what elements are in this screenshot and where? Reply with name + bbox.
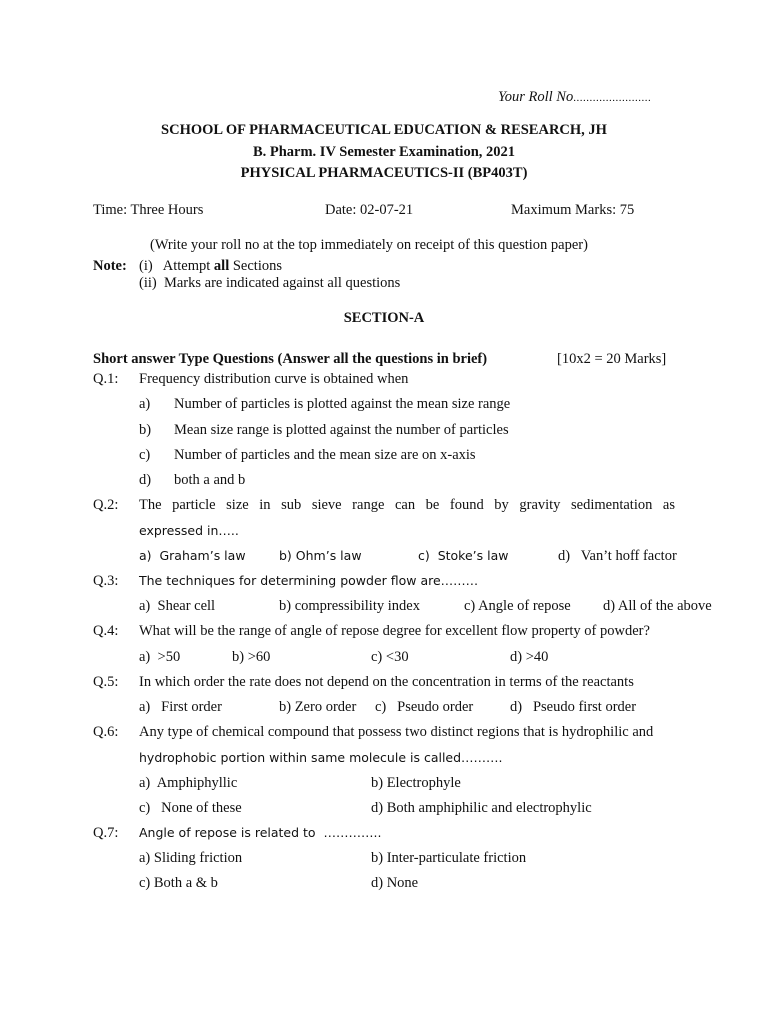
- q7-number: Q.7:: [93, 825, 119, 841]
- q6-option-b: b) Electrophyle: [371, 775, 461, 791]
- q7-text: Angle of repose is related to …………..: [139, 825, 382, 840]
- q1-option-a: Number of particles is plotted against the mean size range: [174, 396, 511, 412]
- q3-number: Q.3:: [93, 573, 119, 589]
- school-name: SCHOOL OF PHARMACEUTICAL EDUCATION & RESEARCH, JH: [161, 122, 607, 138]
- q2-option-d: d) Van’t hoff factor: [558, 548, 677, 564]
- roll-no-label: Your Roll No: [498, 89, 574, 105]
- q1-number: Q.1:: [93, 371, 119, 387]
- q5-option-b: b) Zero order: [279, 699, 357, 715]
- exam-title: B. Pharm. IV Semester Examination, 2021: [252, 144, 516, 160]
- roll-no-dots: ........................: [573, 92, 652, 104]
- q4-text: What will be the range of angle of repose degree for excellent flow property of powder?: [139, 623, 650, 639]
- q1-option-c: Number of particles and the mean size are on x-axis: [174, 447, 476, 463]
- section-subtitle: Short answer Type Questions (Answer all the questions in brief): [93, 351, 488, 367]
- q6-option-d: d) Both amphiphilic and electrophylic: [371, 800, 592, 816]
- q6-number: Q.6:: [93, 724, 119, 740]
- q1-option-b: Mean size range is plotted against the number of particles: [174, 422, 509, 438]
- q3-option-a: a) Shear cell: [139, 598, 216, 614]
- q1-option-d-label: d): [139, 472, 152, 488]
- q4-number: Q.4:: [93, 623, 119, 639]
- max-marks: Maximum Marks: 75: [511, 202, 635, 218]
- section-title: SECTION-A: [343, 310, 425, 326]
- q1-option-b-label: b): [139, 422, 152, 438]
- q4-option-c: c) <30: [371, 649, 409, 665]
- q2-option-a: a) Graham’s law: [139, 548, 246, 563]
- q6-option-c: c) None of these: [139, 800, 242, 816]
- subject-title: PHYSICAL PHARMACEUTICS-II (BP403T): [240, 165, 528, 181]
- q4-option-b: b) >60: [232, 649, 271, 665]
- q2-text-line-2: expressed in…..: [139, 523, 239, 538]
- q6-text-line-1: Any type of chemical compound that possess two distinct regions that is hydrophilic and: [139, 724, 654, 740]
- note-label: Note:: [93, 258, 127, 274]
- q7-option-b: b) Inter-particulate friction: [371, 850, 527, 866]
- q7-option-c: c) Both a & b: [139, 875, 218, 891]
- section-marks: [10x2 = 20 Marks]: [557, 351, 667, 367]
- q6-text-line-2: hydrophobic portion within same molecule is called……….: [139, 750, 503, 765]
- q5-option-c: c) Pseudo order: [375, 699, 474, 715]
- q3-option-c: c) Angle of repose: [464, 598, 571, 614]
- q2-number: Q.2:: [93, 497, 119, 513]
- q5-option-a: a) First order: [139, 699, 222, 715]
- q4-option-a: a) >50: [139, 649, 181, 665]
- roll-no-field: [498, 88, 651, 107]
- instruction-text: (Write your roll no at the top immediately on receipt of this question paper): [150, 237, 588, 253]
- exam-date: Date: 02-07-21: [325, 202, 414, 218]
- q2-option-c: c) Stoke’s law: [418, 548, 509, 563]
- q5-text: In which order the rate does not depend on the concentration in terms of the reactants: [139, 674, 634, 690]
- q5-number: Q.5:: [93, 674, 119, 690]
- q3-option-d: d) All of the above: [603, 598, 712, 614]
- q6-option-a: a) Amphiphyllic: [139, 775, 238, 791]
- q1-option-c-label: c): [139, 447, 151, 463]
- q2-text-line-1: The particle size in sub sieve range can be found by gravity sedimentation as: [139, 497, 675, 513]
- q3-text: The techniques for determining powder flow are………: [139, 573, 479, 588]
- note-line-2: (ii) Marks are indicated against all questions: [139, 275, 401, 291]
- exam-time: Time: Three Hours: [93, 202, 204, 218]
- q2-option-b: b) Ohm’s law: [279, 548, 362, 563]
- q3-option-b: b) compressibility index: [279, 598, 420, 614]
- q4-option-d: d) >40: [510, 649, 549, 665]
- note-line-1: (i) Attempt all Sections: [139, 258, 282, 274]
- q5-option-d: d) Pseudo first order: [510, 699, 637, 715]
- q7-option-a: a) Sliding friction: [139, 850, 243, 866]
- q7-option-d: d) None: [371, 875, 419, 891]
- q1-text: Frequency distribution curve is obtained when: [139, 371, 409, 387]
- q1-option-a-label: a): [139, 396, 151, 412]
- q1-option-d: both a and b: [174, 472, 246, 488]
